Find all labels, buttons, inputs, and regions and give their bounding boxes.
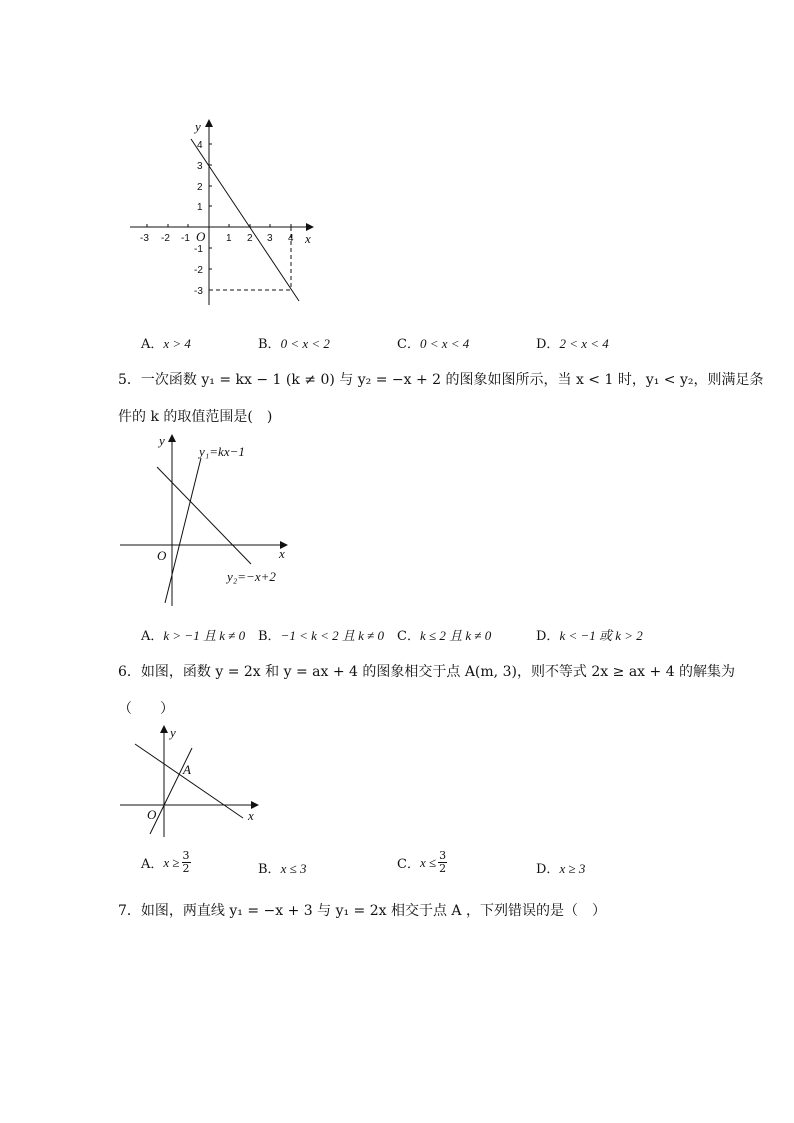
q4-ytick: -3 xyxy=(194,286,203,297)
option-letter: D． xyxy=(536,862,560,877)
option-letter: D． xyxy=(536,629,560,644)
option-prefix: x ≤ xyxy=(419,854,437,870)
option-letter: A． xyxy=(141,857,164,872)
q5-option-b[interactable] xyxy=(258,625,384,644)
q4-option-d[interactable] xyxy=(536,333,609,352)
q5-graph xyxy=(115,430,300,610)
q5-question-line1: 5．一次函数 y₁ = kx − 1 (k ≠ 0) 与 y₂ = −x + 2 的图象如图所示，当 x < 1 时，y₁ < y₂，则满足条 xyxy=(118,372,764,388)
q4-option-b[interactable] xyxy=(258,333,330,352)
option-text: k > −1 且 k ≠ 0 xyxy=(163,628,246,643)
q4-option-c[interactable] xyxy=(397,333,469,352)
option-text: −1 < k < 2 且 k ≠ 0 xyxy=(280,628,385,643)
q5-option-c[interactable] xyxy=(397,625,491,644)
q5-label-y1: y₁=kx−1 xyxy=(199,444,245,459)
option-prefix: x ≥ xyxy=(163,854,180,870)
q5-line-y1 xyxy=(165,458,201,603)
q5-option-a[interactable] xyxy=(141,625,245,644)
q4-origin-label: O xyxy=(196,229,206,244)
fraction-denominator: 2 xyxy=(182,862,190,875)
q4-ytick: 2 xyxy=(197,182,203,193)
q4-function-line xyxy=(191,139,299,301)
q6-question-line1: 6．如图，函数 y = 2x 和 y = ax + 4 的图象相交于点 A(m, 3)，则不等式 2x ≥ ax + 4 的解集为 xyxy=(118,664,736,680)
q4-xtick: -2 xyxy=(161,233,170,244)
q5-x-label: x xyxy=(279,546,285,561)
q4-xtick: 1 xyxy=(226,233,232,244)
q4-ytick: -2 xyxy=(194,265,203,276)
q4-ytick: 1 xyxy=(197,202,203,213)
q5-question-line2: 件的 k 的取值范围是( ) xyxy=(118,409,273,425)
q4-x-label: x xyxy=(305,231,311,246)
q4-xtick: 4 xyxy=(288,233,294,244)
q6-y-label: y xyxy=(170,725,176,740)
q6-x-label: x xyxy=(248,808,254,823)
q6-option-d[interactable] xyxy=(536,858,585,877)
q7-question-line1: 7．如图，两直线 y₁ = −x + 3 与 y₁ = 2x 相交于点 A ，下列错误的是（ ） xyxy=(118,903,606,919)
q4-ytick: 3 xyxy=(197,161,203,172)
option-text: 2 < x < 4 xyxy=(559,336,609,351)
q5-y-label: y xyxy=(159,433,165,448)
fraction xyxy=(182,850,191,875)
q6-graph xyxy=(115,722,265,842)
option-letter: B． xyxy=(258,862,281,877)
fraction xyxy=(438,850,447,875)
q4-graph xyxy=(125,115,325,310)
option-text: x ≥ 3 xyxy=(559,861,586,876)
q6-option-b[interactable] xyxy=(258,858,306,877)
option-text: 0 < x < 4 xyxy=(419,336,470,351)
q6-question-line2: （ ） xyxy=(118,701,174,717)
q4-y-label: y xyxy=(195,119,201,134)
fraction-denominator: 2 xyxy=(439,862,447,875)
q6-origin-label: O xyxy=(147,807,157,822)
option-letter: C． xyxy=(397,629,420,644)
q5-origin-label: O xyxy=(157,548,167,563)
option-letter: A． xyxy=(141,629,164,644)
option-letter: C． xyxy=(397,857,420,872)
q5-option-d[interactable] xyxy=(536,625,643,644)
q4-ytick: 4 xyxy=(197,140,203,151)
option-letter: D． xyxy=(536,337,560,352)
q6-option-a[interactable] xyxy=(141,850,191,875)
q5-line-y2 xyxy=(157,467,251,564)
option-text: x > 4 xyxy=(163,336,191,351)
q6-point-a-label: A xyxy=(183,762,191,777)
option-letter: A． xyxy=(141,337,164,352)
option-text: 0 < x < 2 xyxy=(280,336,330,351)
q5-label-y2: y₂=−x+2 xyxy=(227,569,276,584)
fraction-numerator: 3 xyxy=(439,849,447,862)
option-letter: B． xyxy=(258,629,281,644)
option-text: k < −1 或 k > 2 xyxy=(559,628,643,643)
option-letter: B． xyxy=(258,337,281,352)
option-text: x ≤ 3 xyxy=(280,861,307,876)
q4-xtick: 2 xyxy=(247,233,253,244)
q4-xtick: -1 xyxy=(181,233,190,244)
option-letter: C． xyxy=(397,337,420,352)
q4-ytick: -1 xyxy=(194,244,203,255)
fraction-numerator: 3 xyxy=(182,849,190,862)
option-text: k ≤ 2 且 k ≠ 0 xyxy=(419,628,492,643)
q6-option-c[interactable] xyxy=(397,850,447,875)
q4-xtick: 3 xyxy=(267,233,273,244)
q4-option-a[interactable] xyxy=(141,333,191,352)
q4-xtick: -3 xyxy=(140,233,149,244)
